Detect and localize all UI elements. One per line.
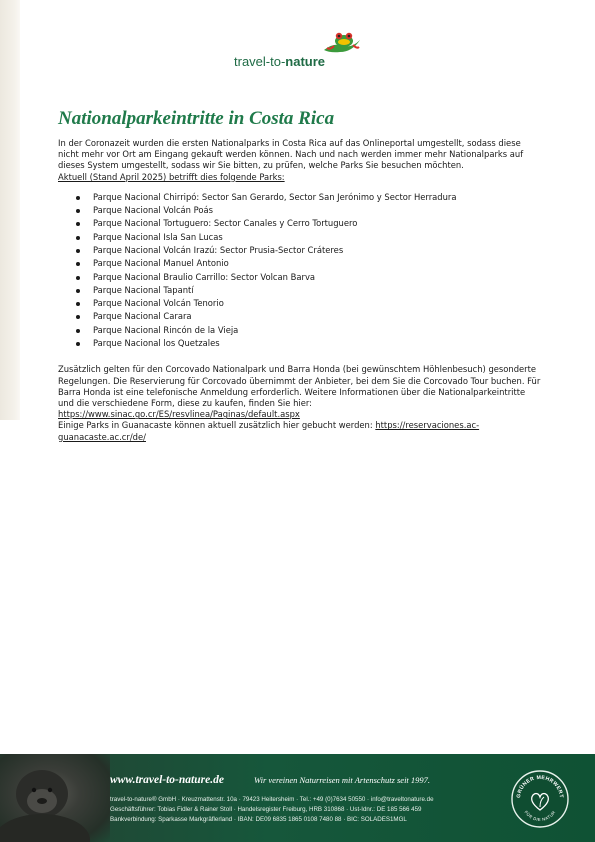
logo-wordmark [234, 54, 325, 69]
document-body [58, 138, 542, 443]
badge-bottom-text: FÜR DIE NATUR [523, 809, 557, 823]
intro-paragraph: In der Coronazeit wurden die ersten Nationalparks in Costa Rica auf das Onlineportal umgestellt, sodass diese nicht mehr vor Ort am Eingang gekauft werden können. Nach und nach werden immer mehr Nationalparks auf dieses System umgestellt, sodass wir Sie bitten, zu prüfen, welche Parks Sie besuchen möchten. [58, 138, 524, 171]
list-item: Parque Nacional Volcán Tenorio [93, 297, 542, 310]
footer-website[interactable]: www.travel-to-nature.de [110, 774, 224, 786]
list-item: Parque Nacional Volcán Irazú: Sector Prusia-Sector Cráteres [93, 244, 542, 257]
list-item: Parque Nacional Tapantí [93, 284, 542, 297]
footer-management-line: Geschäftsführer: Tobias Fidler & Rainer Stoll · Handelsregister Freiburg, HRB 310868 · Ust-Idnr.: DE 185 566 459 [110, 806, 422, 813]
extra-info-paragraph: Zusätzlich gelten für den Corcovado Nationalpark und Barra Honda (bei gewünschtem Höhlenbesuch) gesonderte Regelungen. Die Reservierung für Corcovado übernimmt der Anbieter, bei dem Sie die Corcovado Tour buchen. Für Barra Honda ist eine telefonische Anmeldung erforderlich. Weitere Informationen über die Nationalparkeintritte und die verschiedene Form, diese zu kaufen, finden Sie hier: [58, 364, 541, 408]
left-paper-strip [0, 0, 20, 420]
list-item: Parque Nacional Carara [93, 310, 542, 323]
current-note: Aktuell (Stand April 2025) betrifft dies folgende Parks: [58, 171, 285, 182]
list-item: Parque Nacional Rincón de la Vieja [93, 324, 542, 337]
list-item: Parque Nacional Chirripó: Sector San Gerardo, Sector San Jerónimo y Sector Herradura [93, 191, 542, 204]
badge-top-text: GRÜNER MEHRWERT [515, 774, 565, 799]
list-item: Parque Nacional Isla San Lucas [93, 231, 542, 244]
page-title: Nationalparkeintritte in Costa Rica [58, 108, 335, 129]
guanacaste-link[interactable]: https://reservaciones.ac-guanacaste.ac.cr/de/ [58, 420, 480, 442]
footer-company-line: travel-to-nature® GmbH · Kreuzmattenstr. 10a · 79423 Heitersheim · Tel.: +49 (0)7634 50550 · info@traveltonature.de [110, 796, 434, 803]
logo-suffix: nature [285, 54, 326, 69]
list-item: Parque Nacional Braulio Carrillo: Sector Volcan Barva [93, 271, 542, 284]
footer-banner [0, 754, 595, 842]
list-item: Parque Nacional Volcán Poás [93, 204, 542, 217]
gruener-mehrwert-badge-icon [510, 769, 570, 829]
guanacaste-text: Einige Parks in Guanacaste können aktuell zusätzlich hier gebucht werden: [58, 420, 376, 431]
travel-to-nature-logo[interactable] [234, 28, 364, 72]
frog-logo-icon [322, 28, 362, 58]
list-item: Parque Nacional Tortuguero: Sector Canales y Cerro Tortuguero [93, 217, 542, 230]
sinac-link[interactable]: https://www.sinac.go.cr/ES/resvlinea/Paginas/default.aspx [58, 409, 300, 420]
footer-bank-line: Bankverbindung: Sparkasse Markgräflerland · IBAN: DE09 6835 1865 0108 7480 88 · BIC: SOLADES1MGL [110, 816, 407, 823]
guanacaste-paragraph [58, 420, 542, 442]
gorilla-photo [0, 754, 110, 842]
list-item: Parque Nacional Manuel Antonio [93, 257, 542, 270]
list-item: Parque Nacional los Quetzales [93, 337, 542, 350]
footer-slogan: Wir vereinen Naturreisen mit Artenschutz seit 1997. [254, 775, 431, 785]
park-list [58, 191, 542, 351]
logo-prefix: travel-to- [234, 54, 286, 69]
